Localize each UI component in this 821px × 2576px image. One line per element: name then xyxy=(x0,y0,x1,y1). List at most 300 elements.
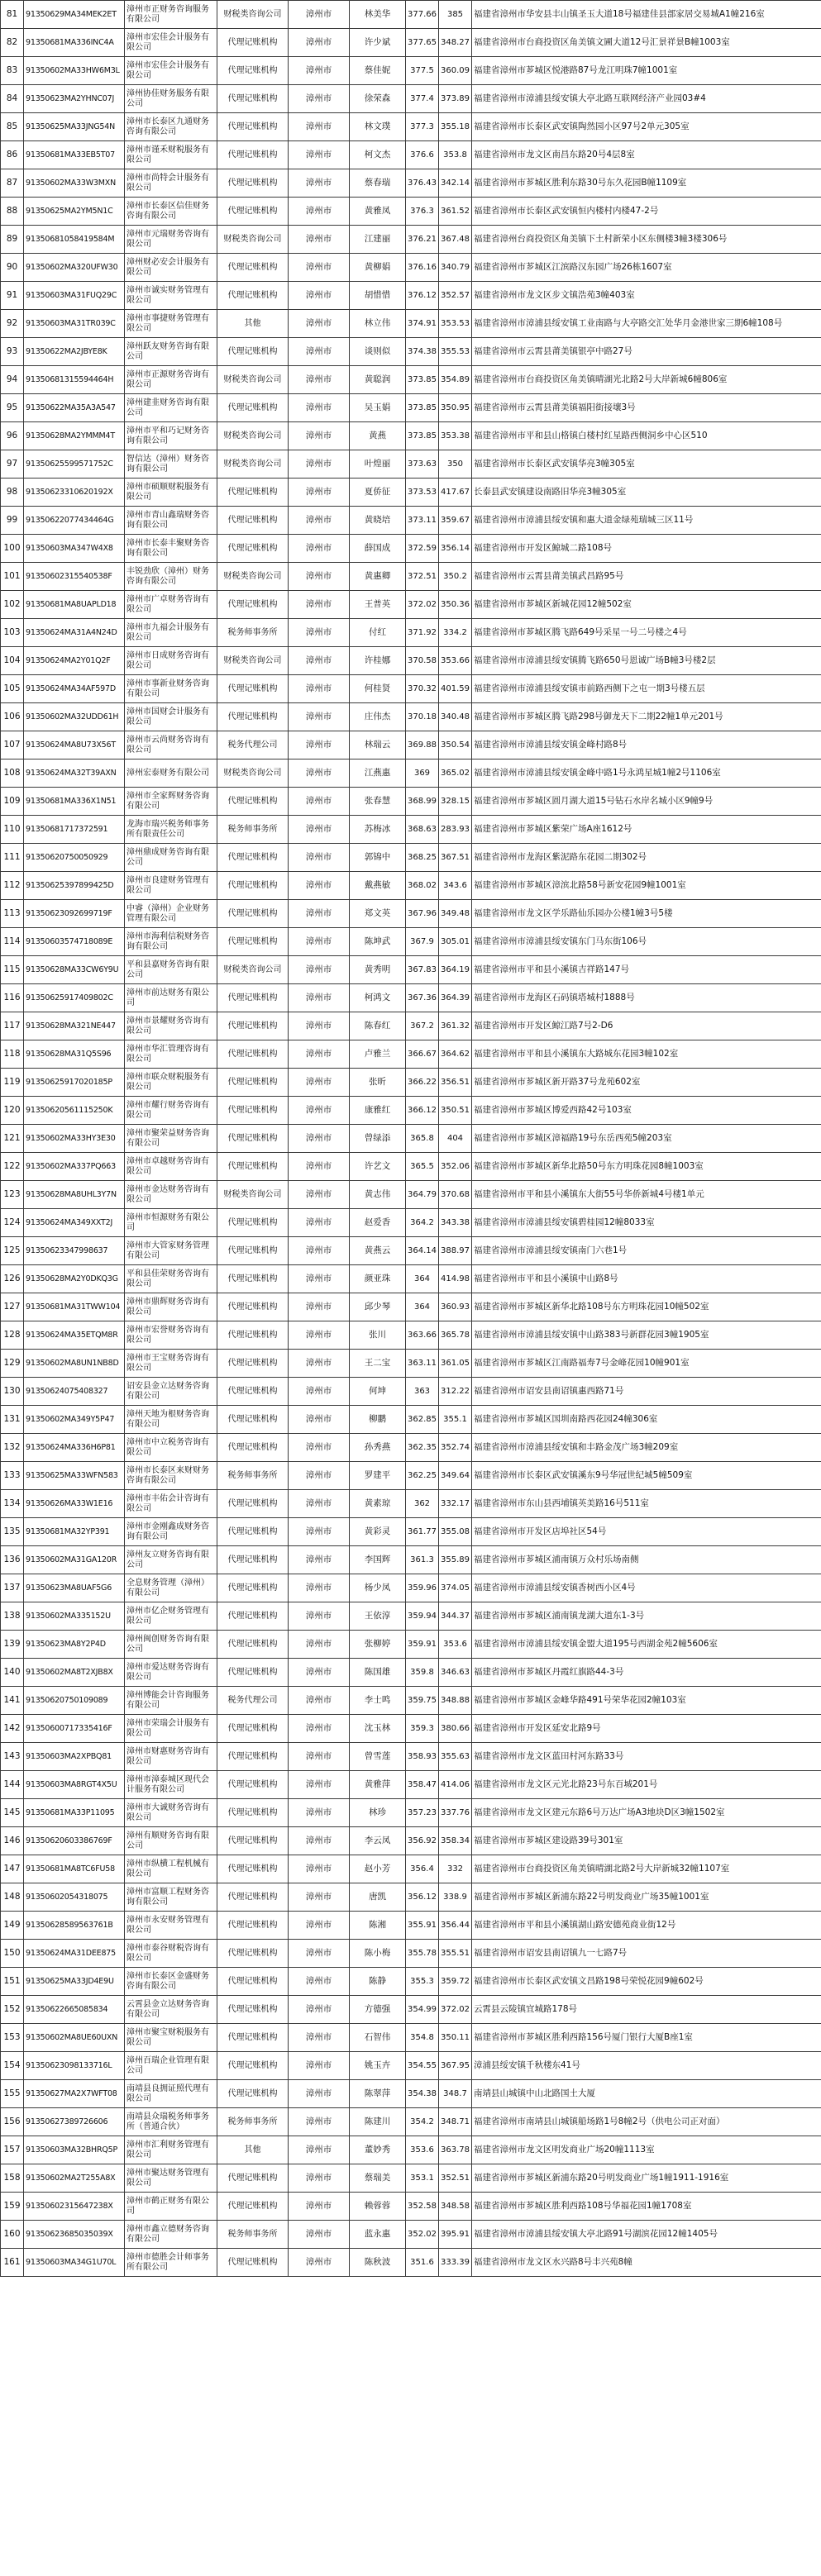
score-1-cell: 372.59 xyxy=(406,535,439,563)
table-row xyxy=(1,647,821,675)
score-1-cell: 377.4 xyxy=(406,85,439,113)
score-2-cell: 305.01 xyxy=(439,928,472,956)
score-1-cell: 376.12 xyxy=(406,282,439,310)
city-cell: 漳州市 xyxy=(289,816,350,844)
company-name-cell: 全息财务管理（漳州）有限公司 xyxy=(125,1574,217,1602)
row-number-cell: 94 xyxy=(1,366,24,394)
city-cell: 漳州市 xyxy=(289,1350,350,1378)
institution-type-cell: 代理记账机构 xyxy=(217,1350,289,1378)
address-cell: 福建省漳州市芗城区新城花园12幢502室 xyxy=(472,591,821,619)
address-cell: 福建省漳州市漳浦县绥安镇大亭北路91号湖滨花园12幢1405号 xyxy=(472,2221,821,2249)
score-1-cell: 352.58 xyxy=(406,2193,439,2221)
legal-rep-cell: 黄燕 xyxy=(350,422,406,450)
score-1-cell: 369.88 xyxy=(406,731,439,759)
institution-type-cell: 代理记账机构 xyxy=(217,394,289,422)
institution-type-cell: 税务师事务所 xyxy=(217,619,289,647)
institution-type-cell: 代理记账机构 xyxy=(217,169,289,198)
table-row xyxy=(1,1799,821,1827)
company-name-cell: 漳州市爱达财务咨询有限公司 xyxy=(125,1659,217,1687)
table-row xyxy=(1,394,821,422)
institution-type-cell: 财税类咨询公司 xyxy=(217,563,289,591)
legal-rep-cell: 方德强 xyxy=(350,1996,406,2024)
institution-type-cell: 代理记账机构 xyxy=(217,141,289,169)
address-cell: 福建省漳州市华安县丰山镇圣玉大道18号福建佳县部家居交易城A1幢216室 xyxy=(472,1,821,29)
table-row xyxy=(1,1715,821,1743)
row-number-cell: 114 xyxy=(1,928,24,956)
company-name-cell: 丰锐劲欣（漳州）财务咨询有限公司 xyxy=(125,563,217,591)
credit-code-cell: 91350624MA34AF597D xyxy=(24,675,125,703)
score-1-cell: 367.96 xyxy=(406,900,439,928)
legal-rep-cell: 张川 xyxy=(350,1321,406,1350)
address-cell: 福建省漳州市开发区鲸江路7号2-D6 xyxy=(472,1012,821,1040)
credit-code-cell: 91350602MA31GA120R xyxy=(24,1546,125,1574)
legal-rep-cell: 蔡瑞美 xyxy=(350,2164,406,2193)
score-1-cell: 377.5 xyxy=(406,57,439,85)
company-name-cell: 漳州市华汇管理咨询有限公司 xyxy=(125,1040,217,1069)
credit-code-cell: 91350624MA32T39AXN xyxy=(24,759,125,788)
row-number-cell: 130 xyxy=(1,1378,24,1406)
legal-rep-cell: 林立伟 xyxy=(350,310,406,338)
city-cell: 漳州市 xyxy=(289,2136,350,2164)
address-cell: 福建省漳州市漳浦县绥安镇市前路西侧下之屯一期3号楼五层 xyxy=(472,675,821,703)
score-1-cell: 370.32 xyxy=(406,675,439,703)
score-2-cell: 395.91 xyxy=(439,2221,472,2249)
score-2-cell: 414.98 xyxy=(439,1265,472,1293)
city-cell: 漳州市 xyxy=(289,1940,350,1968)
score-2-cell: 346.63 xyxy=(439,1659,472,1687)
company-name-cell: 漳州市聚荣益财务咨询有限公司 xyxy=(125,1125,217,1153)
row-number-cell: 161 xyxy=(1,2249,24,2277)
credit-code-cell: 91350622665085834 xyxy=(24,1996,125,2024)
company-name-cell: 漳州市纵横工程机械有限公司 xyxy=(125,1855,217,1883)
credit-code-cell: 91350602MA8UN1NB8D xyxy=(24,1350,125,1378)
address-cell: 福建省漳州市长泰区武安镇溪东9号华冠世纪城5幢509室 xyxy=(472,1462,821,1490)
table-row xyxy=(1,169,821,198)
institution-type-cell: 代理记账机构 xyxy=(217,1293,289,1321)
row-number-cell: 99 xyxy=(1,507,24,535)
company-name-cell: 漳州市财惠财务咨询有限公司 xyxy=(125,1743,217,1771)
table-row xyxy=(1,591,821,619)
score-2-cell: 340.79 xyxy=(439,254,472,282)
institution-type-cell: 代理记账机构 xyxy=(217,928,289,956)
table-row xyxy=(1,1293,821,1321)
table-row xyxy=(1,1968,821,1996)
row-number-cell: 117 xyxy=(1,1012,24,1040)
row-number-cell: 135 xyxy=(1,1518,24,1546)
institution-type-cell: 税务代理公司 xyxy=(217,1687,289,1715)
company-name-cell: 漳州市鼎辉财务咨询有限公司 xyxy=(125,1293,217,1321)
row-number-cell: 87 xyxy=(1,169,24,198)
credit-code-cell: 91350624075408327 xyxy=(24,1378,125,1406)
address-cell: 福建省漳州市漳浦县绥安镇和丰路金茂广场3幢209室 xyxy=(472,1434,821,1462)
city-cell: 漳州市 xyxy=(289,2193,350,2221)
address-cell: 福建省漳州市东山县西埔镇英美路16号511室 xyxy=(472,1490,821,1518)
table-row xyxy=(1,1350,821,1378)
legal-rep-cell: 黄燕云 xyxy=(350,1237,406,1265)
company-name-cell: 中睿（漳州）企业财务管理有限公司 xyxy=(125,900,217,928)
row-number-cell: 115 xyxy=(1,956,24,984)
institution-type-cell: 代理记账机构 xyxy=(217,1237,289,1265)
table-row xyxy=(1,1406,821,1434)
legal-rep-cell: 姚玉卉 xyxy=(350,2052,406,2080)
company-name-cell: 漳州市海利信税财务咨询有限公司 xyxy=(125,928,217,956)
score-2-cell: 350.11 xyxy=(439,2024,472,2052)
score-1-cell: 372.02 xyxy=(406,591,439,619)
legal-rep-cell: 何坤 xyxy=(350,1378,406,1406)
address-cell: 福建省漳州市云霄县莆美镇武昌路95号 xyxy=(472,563,821,591)
score-1-cell: 367.2 xyxy=(406,1012,439,1040)
institution-type-cell: 代理记账机构 xyxy=(217,2249,289,2277)
table-row xyxy=(1,1631,821,1659)
city-cell: 漳州市 xyxy=(289,1546,350,1574)
score-2-cell: 355.63 xyxy=(439,1743,472,1771)
company-name-cell: 漳州财必安会计服务有限公司 xyxy=(125,254,217,282)
row-number-cell: 144 xyxy=(1,1771,24,1799)
credit-code-cell: 91350625MA2YM5N1C xyxy=(24,198,125,226)
credit-code-cell: 91350625599571752C xyxy=(24,450,125,479)
score-2-cell: 349.48 xyxy=(439,900,472,928)
credit-code-cell: 91350624MA2Y01Q2F xyxy=(24,647,125,675)
credit-code-cell: 91350603MA8RGT4X5U xyxy=(24,1771,125,1799)
score-1-cell: 377.66 xyxy=(406,1,439,29)
score-1-cell: 362.25 xyxy=(406,1462,439,1490)
credit-code-cell: 91350681MA8TC6FU58 xyxy=(24,1855,125,1883)
institution-type-cell: 代理记账机构 xyxy=(217,1743,289,1771)
city-cell: 漳州市 xyxy=(289,2080,350,2108)
credit-code-cell: 91350602315540538F xyxy=(24,563,125,591)
address-cell: 福建省漳州市漳浦县绥安镇和惠大道金绿苑瑞城三区11号 xyxy=(472,507,821,535)
city-cell: 漳州市 xyxy=(289,928,350,956)
company-name-cell: 平和县佳荣财务咨询有限公司 xyxy=(125,1265,217,1293)
score-2-cell: 328.15 xyxy=(439,788,472,816)
legal-rep-cell: 沈玉林 xyxy=(350,1715,406,1743)
table-row xyxy=(1,788,821,816)
city-cell: 漳州市 xyxy=(289,731,350,759)
city-cell: 漳州市 xyxy=(289,956,350,984)
credit-code-cell: 91350629MA34MEK2ET xyxy=(24,1,125,29)
score-2-cell: 350.36 xyxy=(439,591,472,619)
city-cell: 漳州市 xyxy=(289,1771,350,1799)
institution-type-cell: 税务师事务所 xyxy=(217,1462,289,1490)
row-number-cell: 86 xyxy=(1,141,24,169)
credit-code-cell: 91350623MA2YHNC07J xyxy=(24,85,125,113)
score-2-cell: 417.67 xyxy=(439,479,472,507)
row-number-cell: 148 xyxy=(1,1883,24,1912)
address-cell: 福建省漳州市漳浦县绥安镇碧桂园12幢8033室 xyxy=(472,1209,821,1237)
institution-type-cell: 代理记账机构 xyxy=(217,844,289,872)
legal-rep-cell: 唐凯 xyxy=(350,1883,406,1912)
table-row xyxy=(1,2221,821,2249)
score-2-cell: 370.68 xyxy=(439,1181,472,1209)
credit-code-cell: 91350602MA337PQ663 xyxy=(24,1153,125,1181)
score-1-cell: 368.02 xyxy=(406,872,439,900)
city-cell: 漳州市 xyxy=(289,1687,350,1715)
institution-type-cell: 代理记账机构 xyxy=(217,872,289,900)
score-1-cell: 363 xyxy=(406,1378,439,1406)
legal-rep-cell: 黄素琼 xyxy=(350,1490,406,1518)
score-1-cell: 373.53 xyxy=(406,479,439,507)
legal-rep-cell: 李国辉 xyxy=(350,1546,406,1574)
city-cell: 漳州市 xyxy=(289,366,350,394)
company-name-cell: 漳州百瑞企业管理有限公司 xyxy=(125,2052,217,2080)
city-cell: 漳州市 xyxy=(289,29,350,57)
row-number-cell: 92 xyxy=(1,310,24,338)
company-name-cell: 漳州市云尚财务咨询有限公司 xyxy=(125,731,217,759)
institution-type-cell: 代理记账机构 xyxy=(217,535,289,563)
address-cell: 福建省漳州市芗城区新华北路50号东方明珠花园8幢1003室 xyxy=(472,1153,821,1181)
city-cell: 漳州市 xyxy=(289,563,350,591)
table-row xyxy=(1,141,821,169)
credit-code-cell: 91350602MA8T2XJB8X xyxy=(24,1659,125,1687)
legal-rep-cell: 柳鹏 xyxy=(350,1406,406,1434)
row-number-cell: 119 xyxy=(1,1069,24,1097)
credit-code-cell: 91350623MA8UAF5G6 xyxy=(24,1574,125,1602)
credit-code-cell: 91350603MA2XPBQ81 xyxy=(24,1743,125,1771)
score-1-cell: 369 xyxy=(406,759,439,788)
company-name-cell: 漳州市荣瑞会计服务有限公司 xyxy=(125,1715,217,1743)
city-cell: 漳州市 xyxy=(289,1181,350,1209)
credit-code-cell: 91350681MA33P11095 xyxy=(24,1799,125,1827)
city-cell: 漳州市 xyxy=(289,450,350,479)
credit-code-cell: 91350624MA35ETQM8R xyxy=(24,1321,125,1350)
institution-type-cell: 财税类咨询公司 xyxy=(217,1181,289,1209)
company-name-cell: 漳州市长泰区来财财务咨询有限公司 xyxy=(125,1462,217,1490)
table-row xyxy=(1,2024,821,2052)
company-name-cell: 漳州市宏佳会计服务有限公司 xyxy=(125,57,217,85)
row-number-cell: 139 xyxy=(1,1631,24,1659)
row-number-cell: 104 xyxy=(1,647,24,675)
institution-type-cell: 代理记账机构 xyxy=(217,675,289,703)
credit-code-cell: 91350602054318075 xyxy=(24,1883,125,1912)
institution-type-cell: 代理记账机构 xyxy=(217,1912,289,1940)
table-row xyxy=(1,85,821,113)
table-row xyxy=(1,2080,821,2108)
institution-type-cell: 代理记账机构 xyxy=(217,1602,289,1631)
institution-type-cell: 代理记账机构 xyxy=(217,1715,289,1743)
table-row xyxy=(1,816,821,844)
institution-type-cell: 代理记账机构 xyxy=(217,113,289,141)
city-cell: 漳州市 xyxy=(289,338,350,366)
address-cell: 福建省漳州市台商投资区角美镇文圃大道12号汇景祥景B幢1003室 xyxy=(472,29,821,57)
city-cell: 漳州市 xyxy=(289,759,350,788)
legal-rep-cell: 李云凤 xyxy=(350,1827,406,1855)
institution-type-cell: 代理记账机构 xyxy=(217,788,289,816)
row-number-cell: 121 xyxy=(1,1125,24,1153)
legal-rep-cell: 赖蓉蓉 xyxy=(350,2193,406,2221)
address-cell: 漳浦县绥安镇千秋楼东41号 xyxy=(472,2052,821,2080)
city-cell: 漳州市 xyxy=(289,1265,350,1293)
table-row xyxy=(1,1771,821,1799)
institution-type-cell: 代理记账机构 xyxy=(217,85,289,113)
institution-type-cell: 代理记账机构 xyxy=(217,591,289,619)
city-cell: 漳州市 xyxy=(289,422,350,450)
legal-rep-cell: 王普英 xyxy=(350,591,406,619)
institution-type-cell: 代理记账机构 xyxy=(217,1659,289,1687)
city-cell: 漳州市 xyxy=(289,1883,350,1912)
company-name-cell: 漳州市德胜会计师事务所有限公司 xyxy=(125,2249,217,2277)
city-cell: 漳州市 xyxy=(289,2024,350,2052)
score-1-cell: 370.58 xyxy=(406,647,439,675)
row-number-cell: 93 xyxy=(1,338,24,366)
row-number-cell: 111 xyxy=(1,844,24,872)
table-row xyxy=(1,1321,821,1350)
row-number-cell: 127 xyxy=(1,1293,24,1321)
score-1-cell: 376.6 xyxy=(406,141,439,169)
city-cell: 漳州市 xyxy=(289,1,350,29)
city-cell: 漳州市 xyxy=(289,1462,350,1490)
table-row xyxy=(1,1743,821,1771)
table-row xyxy=(1,872,821,900)
score-1-cell: 364 xyxy=(406,1265,439,1293)
row-number-cell: 153 xyxy=(1,2024,24,2052)
address-cell: 福建省漳州市芗城区漳滨北路58号新安花园9幢1001室 xyxy=(472,872,821,900)
legal-rep-cell: 曾雪莲 xyxy=(350,1743,406,1771)
legal-rep-cell: 张春慧 xyxy=(350,788,406,816)
row-number-cell: 154 xyxy=(1,2052,24,2080)
company-name-cell: 漳州市泰谷财税咨询有限公司 xyxy=(125,1940,217,1968)
company-name-cell: 漳州市富顺工程财务咨询有限公司 xyxy=(125,1883,217,1912)
institution-type-cell: 代理记账机构 xyxy=(217,1968,289,1996)
score-2-cell: 359.72 xyxy=(439,1968,472,1996)
row-number-cell: 150 xyxy=(1,1940,24,1968)
score-2-cell: 363.78 xyxy=(439,2136,472,2164)
row-number-cell: 95 xyxy=(1,394,24,422)
company-name-cell: 诏安县金立达财务咨询有限公司 xyxy=(125,1378,217,1406)
legal-rep-cell: 陈秋波 xyxy=(350,2249,406,2277)
legal-rep-cell: 董妙秀 xyxy=(350,2136,406,2164)
score-2-cell: 344.37 xyxy=(439,1602,472,1631)
table-row xyxy=(1,1462,821,1490)
table-row xyxy=(1,198,821,226)
company-name-cell: 漳州市长泰丰聚财务咨询有限公司 xyxy=(125,535,217,563)
city-cell: 漳州市 xyxy=(289,141,350,169)
company-name-cell: 漳州市事捷财务管理有限公司 xyxy=(125,310,217,338)
legal-rep-cell: 陈静 xyxy=(350,1968,406,1996)
legal-rep-cell: 柯文杰 xyxy=(350,141,406,169)
company-name-cell: 漳州市正源财务咨询有限公司 xyxy=(125,366,217,394)
credit-code-cell: 91350622MA35A3A547 xyxy=(24,394,125,422)
table-row xyxy=(1,2136,821,2164)
city-cell: 漳州市 xyxy=(289,984,350,1012)
score-1-cell: 365.5 xyxy=(406,1153,439,1181)
table-row xyxy=(1,507,821,535)
score-1-cell: 357.23 xyxy=(406,1799,439,1827)
credit-code-cell: 91350624MA8U73X56T xyxy=(24,731,125,759)
score-2-cell: 401.59 xyxy=(439,675,472,703)
address-cell: 福建省漳州市芗城区紫荣广场A座1612号 xyxy=(472,816,821,844)
city-cell: 漳州市 xyxy=(289,85,350,113)
institution-type-cell: 代理记账机构 xyxy=(217,29,289,57)
score-1-cell: 363.66 xyxy=(406,1321,439,1350)
company-name-cell: 漳州市国财会计服务有限公司 xyxy=(125,703,217,731)
score-2-cell: 343.38 xyxy=(439,1209,472,1237)
company-name-cell: 漳州市九福会计服务有限公司 xyxy=(125,619,217,647)
score-1-cell: 367.9 xyxy=(406,928,439,956)
score-1-cell: 354.2 xyxy=(406,2108,439,2136)
legal-rep-cell: 夏侨征 xyxy=(350,479,406,507)
row-number-cell: 109 xyxy=(1,788,24,816)
city-cell: 漳州市 xyxy=(289,1406,350,1434)
credit-code-cell: 91350681717372591 xyxy=(24,816,125,844)
company-name-cell: 漳州市卓越财务咨询有限公司 xyxy=(125,1153,217,1181)
table-row xyxy=(1,1574,821,1602)
company-name-cell: 漳州市汇利财务管理有限公司 xyxy=(125,2136,217,2164)
table-row xyxy=(1,731,821,759)
legal-rep-cell: 卢雅兰 xyxy=(350,1040,406,1069)
table-row xyxy=(1,2052,821,2080)
score-1-cell: 354.55 xyxy=(406,2052,439,2080)
address-cell: 福建省漳州市芗城区丹霞红旗路44-3号 xyxy=(472,1659,821,1687)
score-1-cell: 366.12 xyxy=(406,1097,439,1125)
legal-rep-cell: 陈国雄 xyxy=(350,1659,406,1687)
legal-rep-cell: 吴玉娟 xyxy=(350,394,406,422)
address-cell: 福建省漳州市长泰区武安镇陶然园小区97号2单元305室 xyxy=(472,113,821,141)
city-cell: 漳州市 xyxy=(289,1827,350,1855)
institution-type-cell: 财税类咨询公司 xyxy=(217,759,289,788)
company-name-cell: 漳州友立财务咨询有限公司 xyxy=(125,1546,217,1574)
institution-type-cell: 代理记账机构 xyxy=(217,57,289,85)
score-1-cell: 356.12 xyxy=(406,1883,439,1912)
legal-rep-cell: 苏梅冰 xyxy=(350,816,406,844)
score-1-cell: 354.38 xyxy=(406,2080,439,2108)
row-number-cell: 98 xyxy=(1,479,24,507)
table-row xyxy=(1,1097,821,1125)
score-1-cell: 368.63 xyxy=(406,816,439,844)
legal-rep-cell: 薛国成 xyxy=(350,535,406,563)
score-2-cell: 367.51 xyxy=(439,844,472,872)
score-1-cell: 359.75 xyxy=(406,1687,439,1715)
row-number-cell: 100 xyxy=(1,535,24,563)
company-name-cell: 漳州市鑫立德财务咨询有限公司 xyxy=(125,2221,217,2249)
city-cell: 漳州市 xyxy=(289,1743,350,1771)
institution-type-cell: 税务师事务所 xyxy=(217,816,289,844)
city-cell: 漳州市 xyxy=(289,479,350,507)
score-2-cell: 350.51 xyxy=(439,1097,472,1125)
row-number-cell: 156 xyxy=(1,2108,24,2136)
address-cell: 福建省漳州市芗城区腾飞路649号采星一号二号楼之4号 xyxy=(472,619,821,647)
address-cell: 福建省漳州市龙海区紫泥路东花园二期302号 xyxy=(472,844,821,872)
table-row xyxy=(1,1181,821,1209)
row-number-cell: 102 xyxy=(1,591,24,619)
credit-code-cell: 91350681MA336INC4A xyxy=(24,29,125,57)
score-2-cell: 385 xyxy=(439,1,472,29)
address-cell: 福建省漳州市云霄县莆美镇福阳街接壤3号 xyxy=(472,394,821,422)
score-1-cell: 362.85 xyxy=(406,1406,439,1434)
table-row xyxy=(1,2193,821,2221)
city-cell: 漳州市 xyxy=(289,2164,350,2193)
row-number-cell: 129 xyxy=(1,1350,24,1378)
legal-rep-cell: 陈春红 xyxy=(350,1012,406,1040)
table-row xyxy=(1,1546,821,1574)
row-number-cell: 124 xyxy=(1,1209,24,1237)
address-cell: 福建省漳州市龙文区建元东路6号万达广场A3地块D区3幢1502室 xyxy=(472,1799,821,1827)
address-cell: 福建省漳州市芗城区新浦东路22号明发商业广场35幢1001室 xyxy=(472,1883,821,1912)
institution-type-cell: 税务师事务所 xyxy=(217,2221,289,2249)
table-row xyxy=(1,310,821,338)
address-cell: 福建省漳州市芗城区胜利西路108号华福花园1幢1708室 xyxy=(472,2193,821,2221)
legal-rep-cell: 黄雅萍 xyxy=(350,1771,406,1799)
institution-type-cell: 代理记账机构 xyxy=(217,1097,289,1125)
score-2-cell: 360.93 xyxy=(439,1293,472,1321)
legal-rep-cell: 黄秀明 xyxy=(350,956,406,984)
score-2-cell: 350.2 xyxy=(439,563,472,591)
legal-rep-cell: 庄伟杰 xyxy=(350,703,406,731)
table-row xyxy=(1,338,821,366)
address-cell: 福建省漳州市云霄县莆美镇银亭中路27号 xyxy=(472,338,821,366)
credit-code-cell: 91350620561115250K xyxy=(24,1097,125,1125)
score-1-cell: 374.91 xyxy=(406,310,439,338)
city-cell: 漳州市 xyxy=(289,2221,350,2249)
